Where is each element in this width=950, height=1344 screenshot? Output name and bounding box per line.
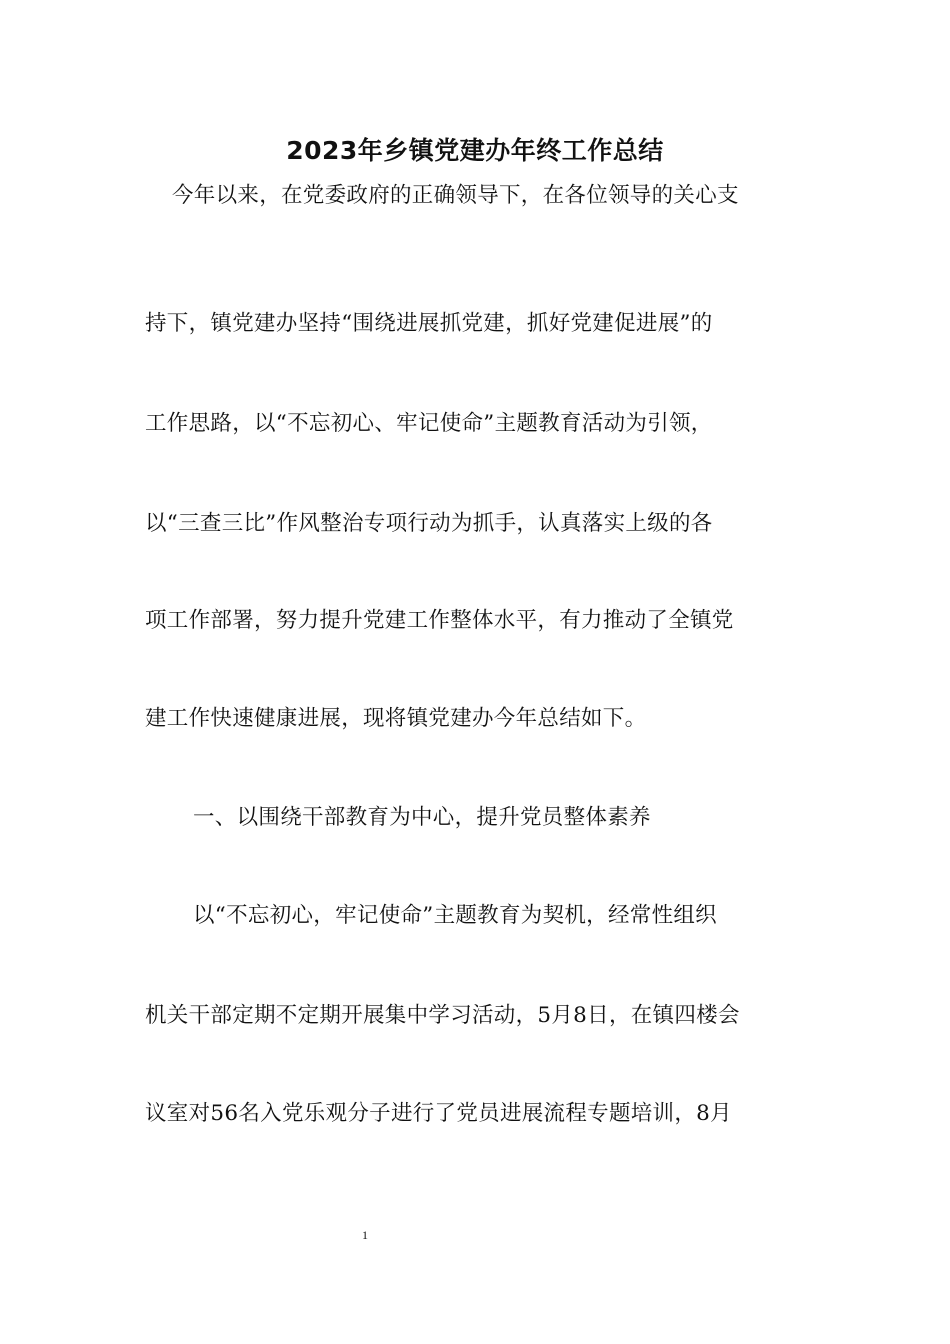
document-title: 2023年乡镇党建办年终工作总结 [286,136,664,165]
paragraph-line: 持下，镇党建办坚持“围绕进展抓党建，抓好党建促进展”的 [145,311,713,336]
paragraph-line: 项工作部署，努力提升党建工作整体水平，有力推动了全镇党 [145,608,734,633]
paragraph-line: 机关干部定期不定期开展集中学习活动，5月8日，在镇四楼会 [145,1003,740,1028]
page-number: 1 [362,1228,368,1242]
paragraph-line: 以“三查三比”作风整治专项行动为抓手，认真落实上级的各 [145,511,713,536]
paragraph-line: 建工作快速健康进展，现将镇党建办今年总结如下。 [145,706,647,731]
paragraph-line: 工作思路，以“不忘初心、牢记使命”主题教育活动为引领， [145,411,713,436]
section-heading: 一、以围绕干部教育为中心，提升党员整体素养 [193,805,651,830]
paragraph-line: 今年以来，在党委政府的正确领导下，在各位领导的关心支 [172,183,739,208]
paragraph-line: 议室对56名入党乐观分子进行了党员进展流程专题培训，8月 [145,1101,732,1126]
paragraph-line: 以“不忘初心，牢记使命”主题教育为契机，经常性组织 [193,903,717,928]
